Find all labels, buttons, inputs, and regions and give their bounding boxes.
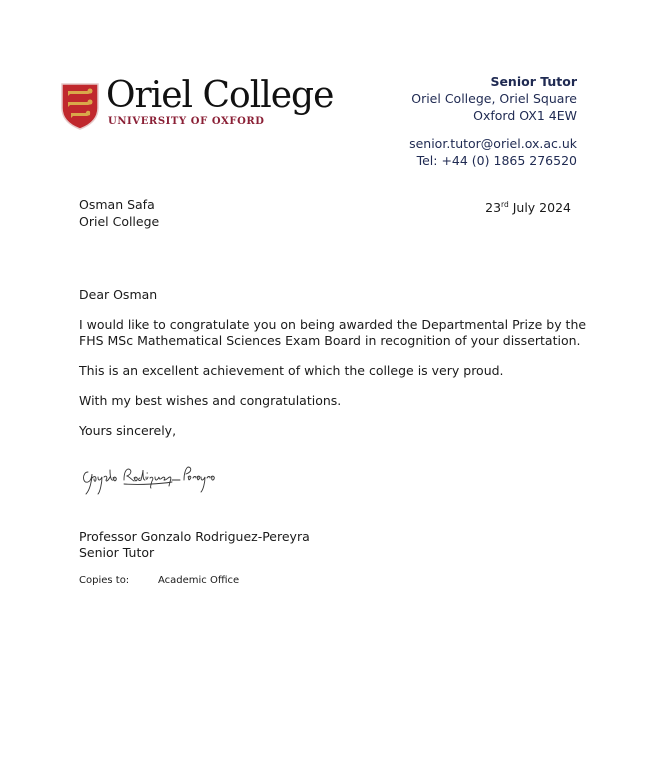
college-logo	[60, 75, 334, 132]
paragraph-congratulations: I would like to congratulate you on being awarded the Departmental Prize by the FHS MSc Mathematical Sciences Exam Board in recognition of your dissertation.	[79, 317, 587, 348]
handwritten-signature	[80, 458, 230, 498]
date-month-year: July 2024	[508, 200, 571, 215]
date-day: 23	[485, 200, 502, 215]
letter-body	[79, 287, 589, 453]
sender-email[interactable]: senior.tutor@oriel.ox.ac.uk	[409, 136, 577, 151]
paragraph-wishes: With my best wishes and congratulations.	[79, 393, 342, 408]
sender-contact	[409, 135, 577, 169]
sender-address	[411, 73, 577, 124]
copies-label: Copies to:	[79, 575, 130, 586]
recipient-block	[79, 196, 159, 230]
signatory-block	[79, 529, 310, 561]
address-line-2: Oxford OX1 4EW	[473, 108, 577, 123]
college-name: Oriel College	[106, 75, 334, 116]
signatory-name: Professor Gonzalo Rodriguez-Pereyra	[79, 529, 310, 544]
signatory-title: Senior Tutor	[79, 545, 155, 560]
salutation: Dear Osman	[79, 287, 158, 302]
address-line-1: Oriel College, Oriel Square	[411, 91, 577, 106]
crest-icon	[60, 82, 100, 130]
letter-date	[485, 196, 571, 216]
recipient-name: Osman Safa	[79, 197, 155, 212]
university-name: UNIVERSITY OF OXFORD	[108, 116, 265, 127]
closing: Yours sincerely,	[79, 423, 177, 438]
sender-telephone: Tel: +44 (0) 1865 276520	[416, 153, 577, 168]
date-suffix: rd	[501, 200, 509, 209]
copies-line	[79, 574, 239, 588]
recipient-organisation: Oriel College	[79, 214, 160, 229]
sender-role: Senior Tutor	[490, 74, 577, 89]
paragraph-achievement: This is an excellent achievement of which the college is very proud.	[79, 363, 504, 378]
copies-recipient: Academic Office	[158, 575, 240, 586]
